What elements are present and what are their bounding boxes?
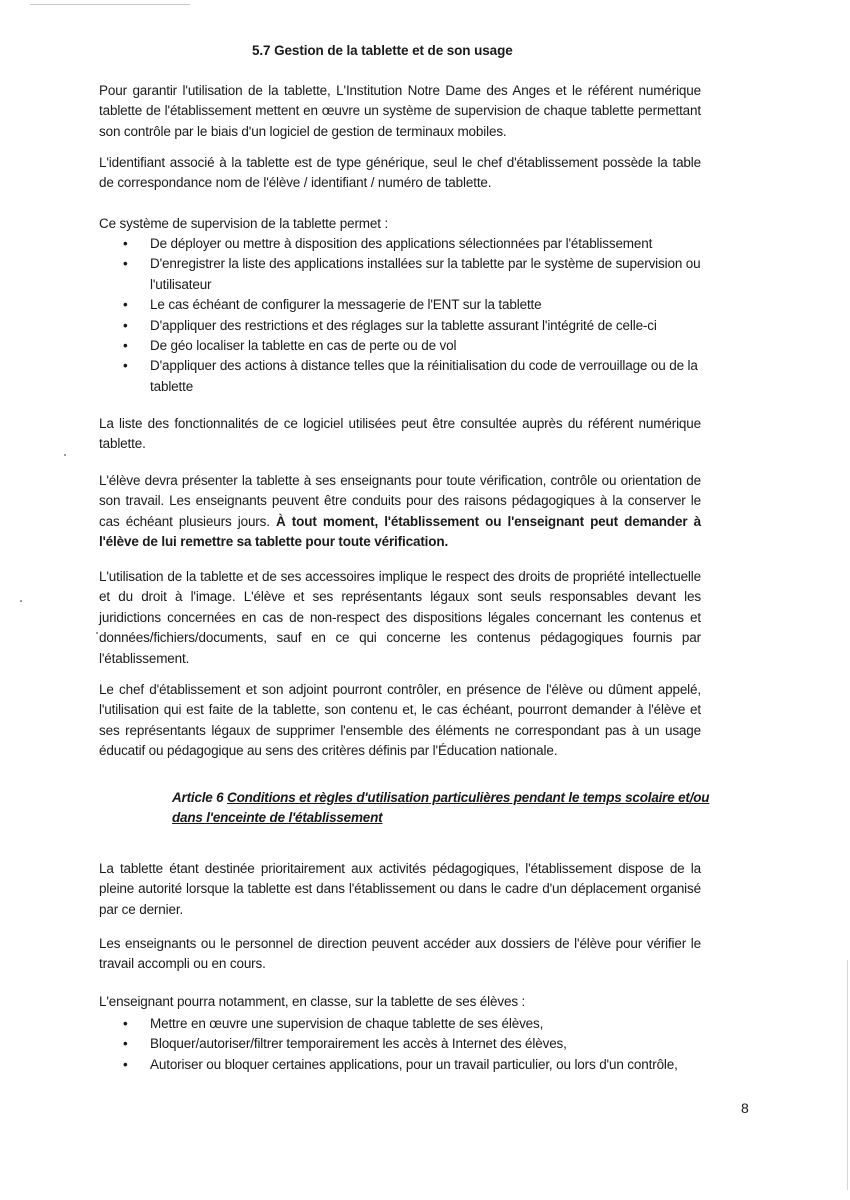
bullet-icon: • [123,1056,128,1072]
article-title: Conditions et règles d'utilisation particulières pendant le temps scolaire et/ou dans l'enceinte de l'établissement [172,790,710,826]
page-number: 8 [741,1100,749,1116]
scan-edge-line [30,4,190,5]
bullet-icon: • [123,1036,128,1052]
list-item: • Autoriser ou bloquer certaines applications, pour un travail particulier, ou lors d'un contrôle, [99,1055,709,1075]
list-item: • De géo localiser la tablette en cas de perte ou de vol [99,336,709,356]
bullet-icon: • [123,236,128,251]
list-item: • De déployer ou mettre à disposition des applications sélectionnées par l'établissement [99,234,709,254]
list-item: • Bloquer/autoriser/filtrer temporairement les accès à Internet des élèves, [99,1034,709,1054]
bullet-icon: • [123,1016,128,1031]
paragraph: La tablette étant destinée prioritairement aux activités pédagogiques, l'établissement dispose de la pleine autorité lorsque la tablette est dans l'établissement ou dans le cadre d'un déplacement organisé par ce dernier. [99,861,701,917]
list-item: • Mettre en œuvre une supervision de chaque tablette de ses élèves, [99,1014,709,1034]
list-item: • Le cas échéant de configurer la messagerie de l'ENT sur la tablette [99,295,709,315]
paragraph: Les enseignants ou le personnel de direction peuvent accéder aux dossiers de l'élève pour vérifier le travail accompli ou en cours. [99,936,701,972]
paragraph: Ce système de supervision de la tablette permet : [99,216,389,231]
paragraph: L'utilisation de la tablette et de ses accessoires implique le respect des droits de propriété intellectuelle et du droit à l'image. L'élève et ses représentants légaux sont seuls responsables devant les juridictions concernées en cas de non-respect des dispositions légales concernant les contenus et données/fichiers/documents, sauf en ce qui concerne les contenus pédagogiques fournis par l'établissement. [99,569,701,666]
bullet-icon: • [123,297,128,313]
paragraph: Pour garantir l'utilisation de la tablette, L'Institution Notre Dame des Anges et le référent numérique tablette de l'établissement mettent en œuvre un système de supervision de chaque tablette permettant son contrôle par le biais d'un logiciel de gestion de terminaux mobiles. [99,83,701,139]
paragraph: L'identifiant associé à la tablette est de type générique, seul le chef d'établissement possède la table de correspondance nom de l'élève / identifiant / numéro de tablette. [99,155,701,191]
list-item: • D'enregistrer la liste des applications installées sur la tablette par le système de supervision ou l'utilisateur [123,256,701,292]
bullet-icon: • [123,317,128,333]
list-item: • D'appliquer des actions à distance telles que la réinitialisation du code de verrouillage ou de la tablette [123,358,698,394]
paragraph: Le chef d'établissement et son adjoint pourront contrôler, en présence de l'élève ou dûment appelé, l'utilisation qui est faite de la tablette, son contenu et, le cas échéant, pourront demander à l'élève et ses représentants légaux de supprimer l'ensemble des éléments ne correspondant pas à un usage éducatif ou pédagogique au sens des critères définis par l'Éducation nationale. [99,682,701,759]
supervision-features-list [99,234,709,397]
list-item: • D'appliquer des restrictions et des réglages sur la tablette assurant l'intégrité de celle-ci [99,316,709,336]
article-label: Article 6 [172,790,228,805]
paragraph: La liste des fonctionnalités de ce logiciel utilisées peut être consultée auprès du référent numérique tablette. [99,416,701,452]
bold-notice: À tout moment, l'établissement ou l'enseignant peut demander à l'élève de lui remettre sa tablette pour toute vérification. [99,513,701,550]
paragraph: L'enseignant pourra notamment, en classe, sur la tablette de ses élèves : [99,994,526,1009]
teacher-actions-list [99,1014,709,1075]
section-title: 5.7 Gestion de la tablette et de son usage [252,43,513,58]
article-heading [172,788,732,829]
paragraph: L'élève devra présenter la tablette à ses enseignants pour toute vérification, contrôle ou orientation de son travail. Les enseignants peuvent être conduits pour des raisons pédagogiques à la conserver le cas échéant plusieurs jours. À tout moment, l'établissement ou l'enseignant peut demander à l'élève de lui remettre sa tablette pour toute vérification. [99,473,701,550]
scan-edge-line [847,960,848,1190]
bullet-icon: • [123,338,128,354]
bullet-icon: • [123,256,128,272]
bullet-icon: • [123,358,128,374]
